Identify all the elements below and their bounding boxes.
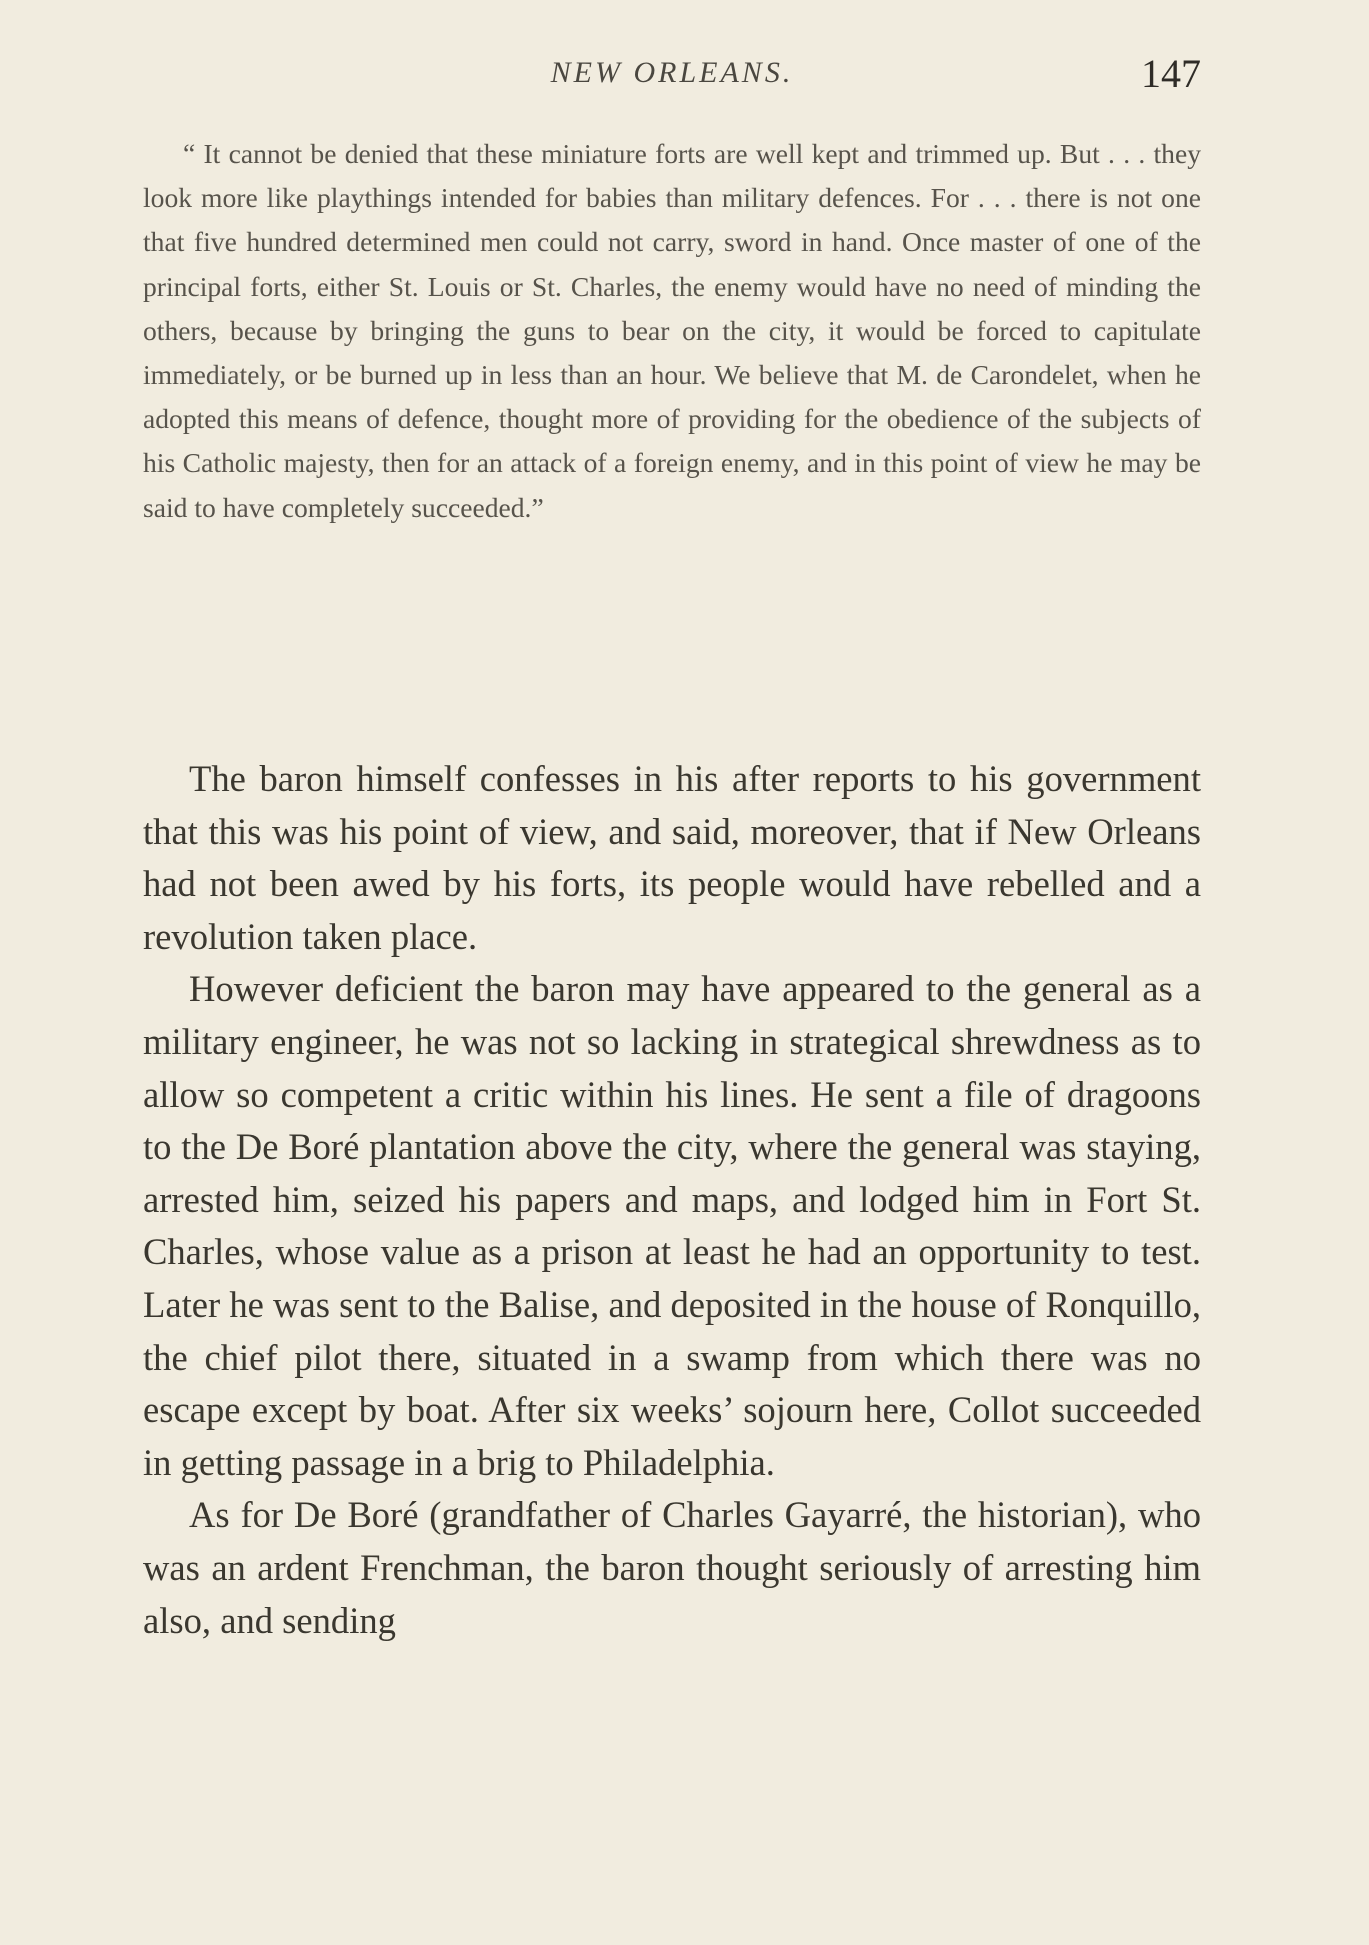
page-number: 147 (1141, 51, 1201, 96)
running-head-title: NEW ORLEANS. (550, 56, 794, 89)
body-text (143, 753, 1201, 1647)
block-quote (143, 132, 1201, 530)
quote-paragraph: “ It cannot be denied that these miniature forts are well kept and trimmed up. But . . . they look more like playthings intended for babies than military defences. For . . . there is not one that five hundred determined men could not carry, sword in hand. Once master of one of the principal forts, either St. Louis or St. Charles, the enemy would have no need of minding the others, because by bringing the guns to bear on the city, it would be forced to capitulate immediately, or be burned up in less than an hour. We believe that M. de Carondelet, when he adopted this means of defence, thought more of providing for the obedience of the subjects of his Catholic majesty, then for an attack of a foreign enemy, and in this point of view he may be said to have completely succeeded.” (143, 138, 1201, 523)
body-paragraph: However deficient the baron may have appeared to the general as a military engineer, he was not so lacking in strategical shrewdness as to allow so competent a critic within his lines. He sent a file of dragoons to the De Boré plantation above the city, where the general was staying, arrested him, seized his papers and maps, and lodged him in Fort St. Charles, whose value as a prison at least he had an opportunity to test. Later he was sent to the Balise, and deposited in the house of Ronquillo, the chief pilot there, situated in a swamp from which there was no escape except by boat. After six weeks’ sojourn here, Collot succeeded in getting passage in a brig to Philadelphia. (143, 968, 1201, 1483)
body-paragraph: As for De Boré (grandfather of Charles Gayarré, the historian), who was an ardent Frenchman, the baron thought seriously of arresting him also, and sending (143, 1494, 1201, 1641)
body-paragraph: The baron himself confesses in his after reports to his government that this was his point of view, and said, moreover, that if New Orleans had not been awed by his forts, its people would have rebelled and a revolution taken place. (143, 758, 1201, 957)
running-head (143, 50, 1201, 100)
